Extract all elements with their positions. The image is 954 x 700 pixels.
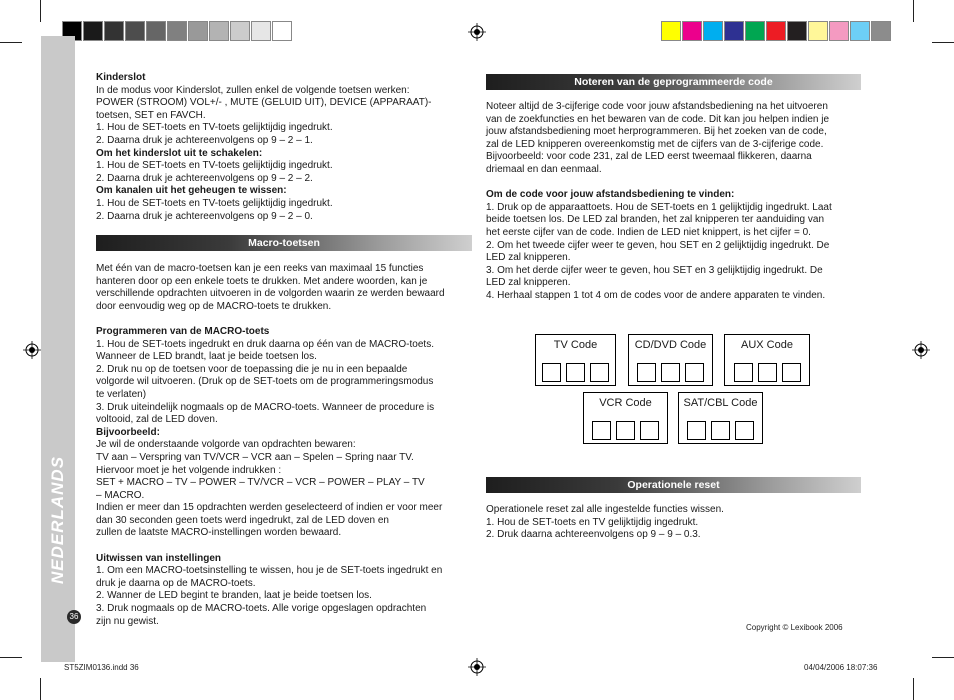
color-swatch bbox=[871, 21, 891, 41]
cddvd-code-label: CD/DVD Code bbox=[634, 339, 707, 351]
find-code-line: 1. Druk op de apparaattoets. Hou de SET-toets en 1 gelijktijdig ingedrukt. Laat bbox=[486, 201, 832, 213]
macro-erase-line: 1. Om een MACRO-toetsinstelling te wissen, hou je de SET-toets ingedrukt en bbox=[96, 565, 443, 577]
aux-code-box bbox=[724, 334, 810, 386]
color-swatch bbox=[209, 21, 229, 41]
kinderslot-section bbox=[96, 72, 472, 223]
satcbl-code-box bbox=[678, 392, 763, 444]
digit-box bbox=[734, 363, 753, 382]
macro-example-line: dan 30 seconden geen toets werd ingedrukt, zal de LED doven en bbox=[96, 514, 389, 526]
macro-erase-title: Uitwissen van instellingen bbox=[96, 552, 222, 564]
crop-mark bbox=[40, 0, 41, 22]
macro-example-line: – MACRO. bbox=[96, 489, 145, 501]
crop-mark bbox=[0, 42, 22, 43]
digit-box bbox=[735, 421, 754, 440]
macro-intro-line: hanteren door op een enkele toets te drukken. Met andere woorden, kan je bbox=[96, 275, 428, 287]
remove-channels-step: 1. Hou de SET-toets en TV-toets gelijktijdig ingedrukt. bbox=[96, 197, 333, 209]
macro-intro-line: verschillende opdrachten uitvoeren in de volgorden waarin ze werden bewaard bbox=[96, 288, 445, 300]
cmyk-color-bar bbox=[661, 21, 892, 43]
find-code-title: Om de code voor jouw afstandsbediening te vinden: bbox=[486, 189, 735, 201]
color-swatch bbox=[167, 21, 187, 41]
notes-intro-line: Bijvoorbeeld: voor code 231, zal de LED eerst tweemaal flikkeren, daarna bbox=[486, 151, 812, 163]
color-swatch bbox=[703, 21, 723, 41]
reset-section-heading: Operationele reset bbox=[486, 477, 861, 493]
macro-program-line: Wanneer de LED brandt, laat je beide toetsen los. bbox=[96, 351, 317, 363]
satcbl-code-label: SAT/CBL Code bbox=[683, 397, 758, 409]
notes-intro-line: Noteer altijd de 3-cijferige code voor jouw afstandsbediening na het uitvoeren bbox=[486, 101, 828, 112]
color-swatch bbox=[83, 21, 103, 41]
crop-mark bbox=[913, 0, 914, 22]
registration-mark-icon bbox=[468, 658, 486, 676]
find-code-line: LED zal knipperen. bbox=[486, 252, 571, 264]
unlock-step: 1. Hou de SET-toets en TV-toets gelijktijdig ingedrukt. bbox=[96, 160, 333, 172]
registration-mark-icon bbox=[23, 341, 41, 359]
notes-section-heading: Noteren van de geprogrammeerde code bbox=[486, 74, 861, 90]
crop-mark bbox=[40, 678, 41, 700]
macro-section-heading: Macro-toetsen bbox=[96, 235, 472, 251]
crop-mark bbox=[932, 657, 954, 658]
kinderslot-step: 1. Hou de SET-toets en TV-toets gelijktijdig ingedrukt. bbox=[96, 122, 333, 134]
tv-code-box bbox=[535, 334, 616, 386]
crop-mark bbox=[932, 42, 954, 43]
color-swatch bbox=[850, 21, 870, 41]
reset-line: 1. Hou de SET-toets en TV gelijktijdig ingedrukt. bbox=[486, 516, 699, 528]
find-code-line: beide toetsen los. De LED zal branden, het zal knipperen ter aanduiding van bbox=[486, 214, 825, 226]
color-swatch bbox=[146, 21, 166, 41]
vcr-code-box bbox=[583, 392, 668, 444]
macro-example-line: Indien er meer dan 15 opdrachten werden geselecteerd of indien er voor meer bbox=[96, 502, 443, 514]
macro-intro-line: Met één van de macro-toetsen kan je een reeks van maximaal 15 functies bbox=[96, 263, 424, 274]
digit-box bbox=[661, 363, 680, 382]
color-swatch bbox=[682, 21, 702, 41]
notes-intro-line: driemaal en dan eenmaal. bbox=[486, 163, 602, 175]
color-swatch bbox=[272, 21, 292, 41]
macro-erase-line: zijn nu gewist. bbox=[96, 615, 159, 627]
color-swatch bbox=[724, 21, 744, 41]
macro-example-line: zullen de laatste MACRO-instellingen worden bewaard. bbox=[96, 527, 342, 539]
digit-box bbox=[542, 363, 561, 382]
color-swatch bbox=[104, 21, 124, 41]
color-swatch bbox=[230, 21, 250, 41]
cddvd-code-box bbox=[628, 334, 713, 386]
macro-section bbox=[96, 263, 476, 628]
digit-box bbox=[640, 421, 659, 440]
kinderslot-intro-line: In de modus voor Kinderslot, zullen enkel de volgende toetsen werken: bbox=[96, 84, 410, 96]
find-code-line: LED zal knipperen. bbox=[486, 277, 571, 289]
digit-box bbox=[782, 363, 801, 382]
macro-intro-line: door eenvoudig weg op de MACRO-toets te drukken. bbox=[96, 300, 332, 312]
digit-box bbox=[711, 421, 730, 440]
macro-example-line: TV aan – Verspring van TV/VCR – VCR aan – Spelen – Spring naar TV. bbox=[96, 451, 414, 463]
page-number-badge: 36 bbox=[67, 610, 81, 624]
macro-program-line: 3. Druk uiteindelijk nogmaals op de MACRO-toets. Wanneer de procedure is bbox=[96, 401, 435, 413]
macro-example-line: Je wil de onderstaande volgorde van opdrachten bewaren: bbox=[96, 439, 356, 451]
color-swatch bbox=[251, 21, 271, 41]
registration-mark-icon bbox=[912, 341, 930, 359]
color-swatch bbox=[829, 21, 849, 41]
copyright: Copyright © Lexibook 2006 bbox=[746, 623, 843, 632]
digit-box bbox=[590, 363, 609, 382]
kinderslot-intro-line: POWER (STROOM) VOL+/- , MUTE (GELUID UIT), DEVICE (APPARAAT)- bbox=[96, 97, 432, 109]
macro-program-title: Programmeren van de MACRO-toets bbox=[96, 325, 270, 337]
digit-box bbox=[616, 421, 635, 440]
remove-channels-title: Om kanalen uit het geheugen te wissen: bbox=[96, 185, 287, 197]
kinderslot-title: Kinderslot bbox=[96, 72, 146, 83]
color-swatch bbox=[188, 21, 208, 41]
notes-intro-line: jouw afstandsbediening moet herprogrammeren. Bij het zoeken van de code, bbox=[486, 126, 827, 138]
crop-mark bbox=[0, 657, 22, 658]
macro-erase-line: druk je daarna op de MACRO-toets. bbox=[96, 577, 256, 589]
file-slug: ST5ZIM0136.indd 36 bbox=[64, 663, 139, 672]
find-code-line: het eerste cijfer van de code. Indien de LED niet knippert, is het cijfer = 0. bbox=[486, 226, 811, 238]
find-code-line: 2. Om het tweede cijfer weer te geven, hou SET en 2 gelijktijdig ingedrukt. De bbox=[486, 239, 830, 251]
digit-box bbox=[637, 363, 656, 382]
macro-example-line: Hiervoor moet je het volgende indrukken : bbox=[96, 464, 282, 476]
reset-line: Operationele reset zal alle ingestelde functies wissen. bbox=[486, 504, 724, 515]
print-datetime: 04/04/2006 18:07:36 bbox=[804, 663, 878, 672]
digit-box bbox=[592, 421, 611, 440]
find-code-line: 4. Herhaal stappen 1 tot 4 om de codes voor de andere apparaten te vinden. bbox=[486, 289, 826, 301]
macro-program-line: volgorde wil uitvoeren. (Druk op de SET-toets om de programmeringsmodus bbox=[96, 376, 434, 388]
color-swatch bbox=[661, 21, 681, 41]
color-swatch bbox=[808, 21, 828, 41]
reset-line: 2. Druk daarna achtereenvolgens op 9 – 9 – 0.3. bbox=[486, 529, 701, 541]
remove-channels-step: 2. Daarna druk je achtereenvolgens op 9 – 2 – 0. bbox=[96, 210, 313, 222]
digit-box bbox=[758, 363, 777, 382]
color-swatch bbox=[766, 21, 786, 41]
macro-erase-line: 2. Wanner de LED begint te branden, laat je beide toetsen los. bbox=[96, 590, 372, 602]
registration-mark-icon bbox=[468, 23, 486, 41]
macro-program-line: voltooid, zal de LED doven. bbox=[96, 414, 218, 426]
color-swatch bbox=[787, 21, 807, 41]
digit-box bbox=[687, 421, 706, 440]
macro-program-line: te verlaten) bbox=[96, 388, 147, 400]
kinderslot-step: 2. Daarna druk je achtereenvolgens op 9 – 2 – 1. bbox=[96, 134, 313, 146]
find-code-line: 3. Om het derde cijfer weer te geven, hou SET en 3 gelijktijdig ingedrukt. De bbox=[486, 264, 823, 276]
notes-intro-line: van de zoekfuncties en het bewaren van de code. Dit kan jou helpen indien je bbox=[486, 113, 830, 125]
macro-example-title: Bijvoorbeeld: bbox=[96, 426, 160, 438]
notes-section bbox=[486, 101, 864, 303]
reset-section bbox=[486, 504, 864, 542]
macro-program-line: 2. Druk nu op de toetsen voor de toepassing die je nu in een bepaalde bbox=[96, 363, 408, 375]
macro-example-line: SET + MACRO – TV – POWER – TV/VCR – VCR – POWER – PLAY – TV bbox=[96, 477, 425, 489]
kinderslot-intro-line: toetsen, SET en FAVCH. bbox=[96, 109, 206, 121]
macro-erase-line: 3. Druk nogmaals op de MACRO-toets. Alle vorige opgeslagen opdrachten bbox=[96, 603, 427, 615]
aux-code-label: AUX Code bbox=[741, 339, 793, 351]
tv-code-label: TV Code bbox=[553, 339, 598, 351]
crop-mark bbox=[913, 678, 914, 700]
color-swatch bbox=[125, 21, 145, 41]
vcr-code-label: VCR Code bbox=[599, 397, 652, 409]
color-swatch bbox=[745, 21, 765, 41]
macro-program-line: 1. Hou de SET-toets ingedrukt en druk daarna op één van de MACRO-toets. bbox=[96, 338, 434, 350]
unlock-title: Om het kinderslot uit te schakelen: bbox=[96, 147, 263, 159]
digit-box bbox=[566, 363, 585, 382]
digit-box bbox=[685, 363, 704, 382]
gray-color-bar bbox=[62, 21, 293, 43]
language-label: NEDERLANDS bbox=[48, 455, 67, 585]
unlock-step: 2. Daarna druk je achtereenvolgens op 9 – 2 – 2. bbox=[96, 172, 313, 184]
notes-intro-line: zal de LED knipperen overeenkomstig met de cijfers van de 3-cijferige code. bbox=[486, 138, 824, 150]
